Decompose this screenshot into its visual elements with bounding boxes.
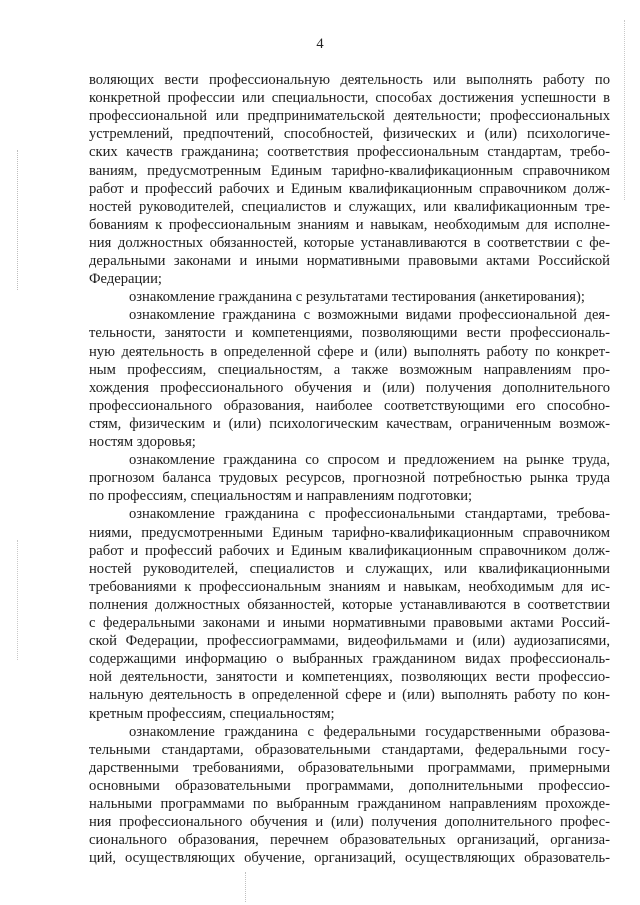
text-line: ских качеств гражданина; соответствия профессиональным стандартам, требо-	[89, 144, 610, 161]
text-line: работ и профессий рабочих и Единым квалификационным справочником долж-	[89, 180, 610, 197]
text-line: профессионального образования, наиболее соответствующими его способно-	[89, 397, 610, 414]
text-line: нальную деятельность в определенной сфере и (или) выполнять работу по кон-	[89, 687, 610, 704]
text-line: ваниям, предусмотренным Единым тарифно-квалификационным справочником	[89, 162, 610, 179]
text-line: с федеральными законами и иными нормативными правовыми актами Россий-	[89, 615, 610, 631]
text-line: ской Федерации, профессиограммами, видеофильмами и (или) аудиозаписями,	[89, 633, 610, 650]
scan-artifact-left-lower	[17, 540, 19, 660]
text-line: ознакомление гражданина со спросом и предложением на рынке труда,	[129, 452, 610, 469]
text-line: дарственными требованиями, образовательными программами, примерными	[89, 759, 610, 776]
text-line: ную деятельность в определенной сфере и (или) выполнять работу по конкрет-	[89, 343, 610, 360]
text-line: работ и профессий рабочих и Единым квалификационным справочником долж-	[89, 542, 610, 559]
text-line: тельности, занятости и компетенциями, позволяющими вести профессиональ-	[89, 325, 610, 342]
text-line: стям, физическим и (или) психологическим качествам, ограниченным возмож-	[89, 415, 610, 432]
text-line: Федерации;	[89, 271, 162, 288]
text-line: по профессиям, специальностям и направлениям подготовки;	[89, 488, 473, 505]
text-line: требованиями к профессиональным знаниям и навыкам, необходимым для ис-	[89, 578, 610, 595]
text-line: конкретной профессии или специальности, способах достижения успешности в	[89, 90, 610, 107]
text-line: кретным профессиям, специальностям;	[89, 705, 335, 722]
text-line: ной деятельности, занятости и компетенциях, позволяющих вести профессио-	[89, 669, 610, 686]
text-line: деральными законами и иными нормативными правовыми актами Российской	[89, 253, 610, 269]
scan-artifact-bottom	[245, 872, 247, 902]
text-line: содержащими информацию о выбранных гражданином видах профессиональ-	[89, 651, 610, 668]
text-line: полнения должностных обязанностей, которые устанавливаются в соответствии	[89, 596, 610, 613]
text-line: ностей руководителей, специалистов и служащих, или квалификационным тре-	[89, 198, 610, 215]
text-line: ния профессионального обучения и (или) получения дополнительного профес-	[89, 814, 610, 831]
text-line: ознакомление гражданина с профессиональными стандартами, требова-	[129, 506, 610, 523]
text-line: устремлений, предпочтений, способностей, физических и (или) психологиче-	[89, 126, 610, 143]
page-number: 4	[316, 36, 324, 52]
text-line: основными образовательными программами, дополнительными профессио-	[89, 777, 610, 794]
text-line: прогнозом баланса трудовых ресурсов, прогнозной потребностью рынка труда	[89, 470, 610, 487]
scan-artifact-left	[17, 150, 19, 290]
text-line: ностям здоровья;	[89, 434, 196, 450]
text-line: сионального образования, перечнем образовательных организаций, организа-	[89, 832, 610, 849]
text-line: ций, осуществляющих обучение, организаций, осуществляющих образователь-	[89, 850, 610, 867]
text-line: ния должностных обязанностей, которые устанавливаются в соответствии с фе-	[89, 234, 610, 251]
text-line: ознакомление гражданина с возможными видами профессиональной дея-	[129, 307, 610, 324]
text-line: нальными программами по выбранным гражданином направлениям прохожде-	[89, 796, 610, 812]
text-line: профессиональной или предпринимательской деятельности; профессиональных	[89, 108, 610, 125]
text-line: хождения профессионального обучения и (или) получения дополнительного	[89, 379, 610, 396]
text-line: ниями, предусмотренными Единым тарифно-квалификационным справочником	[89, 524, 610, 541]
text-line: ознакомление гражданина с результатами тестирования (анкетирования);	[129, 289, 585, 306]
text-line: ным профессиям, специальностям, а также возможным направлениям про-	[89, 361, 610, 378]
text-line: воляющих вести профессиональную деятельность или выполнять работу по	[89, 72, 610, 88]
text-line: ностей руководителей, специалистов и служащих, или квалификационными	[89, 560, 610, 577]
text-line: тельными стандартами, образовательными стандартами, федеральными госу-	[89, 741, 610, 758]
text-line: ознакомление гражданина с федеральными государственными образова-	[129, 723, 610, 740]
text-line: бованиям к профессиональным знаниям и навыкам, необходимым для исполне-	[89, 216, 610, 233]
